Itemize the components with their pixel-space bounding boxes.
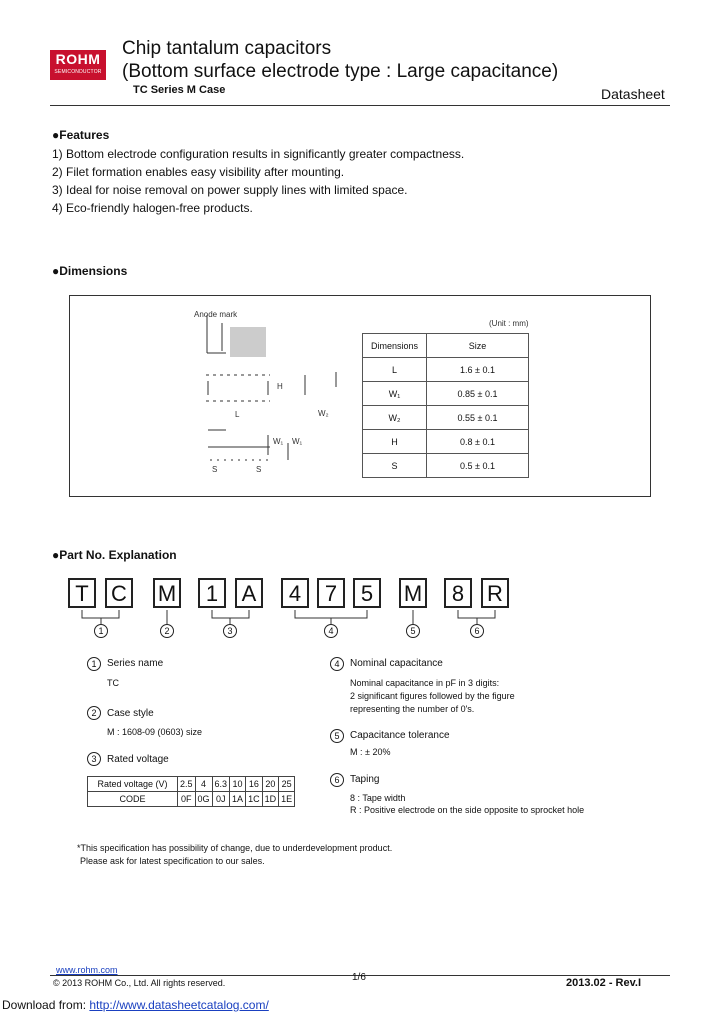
spec-note: *This specification has possibility of change, due to underdevelopment product. [77,843,393,853]
table-cell: H [363,430,427,454]
table-cell: W₂ [363,406,427,430]
cap-tolerance-value: M : ± 20% [350,747,391,757]
feature-item: 2) Filet formation enables easy visibility after mounting. [52,165,345,179]
item-number-circle: 6 [330,773,344,787]
table-row [363,454,529,478]
table-cell: S [363,454,427,478]
doc-type: Datasheet [601,86,665,102]
table-row [363,358,529,382]
part-char-box: M [153,578,181,608]
date-revision: 2013.02 - Rev.I [566,977,642,989]
series-subtitle: TC Series M Case [133,84,226,96]
download-prefix: Download from: [2,998,90,1012]
taping-value: 8 : Tape width [350,793,406,803]
item-number-circle: 4 [330,657,344,671]
item-number-circle: 1 [87,657,101,671]
table-cell: W₁ [363,382,427,406]
table-cell: L [363,358,427,382]
table-cell: 0.5 ± 0.1 [427,454,529,478]
dim-label-h: H [277,382,283,391]
logo-sub: SEMICONDUCTOR [54,69,102,75]
dim-label-w1b: W₁ [292,437,303,446]
part-char-box: A [235,578,263,608]
item-number-circle: 3 [87,752,101,766]
table-cell: Rated voltage (V) [88,777,178,792]
table-cell: 4 [195,777,212,792]
group-number-circle: 1 [94,624,108,638]
part-char-box: 7 [317,578,345,608]
table-cell: 1A [230,792,246,807]
dim-label-w1: W₁ [273,437,284,446]
feature-item: 3) Ideal for noise removal on power supply lines with limited space. [52,183,408,197]
title-line1: Chip tantalum capacitors [122,38,332,59]
spec-note: Please ask for latest specification to our sales. [80,856,265,866]
table-row [363,382,529,406]
table-cell: 16 [246,777,263,792]
taping-label: Taping [350,774,380,785]
dimensions-heading: ●Dimensions [52,264,128,278]
item-number-circle: 2 [87,706,101,720]
table-cell: 0G [195,792,212,807]
download-link[interactable]: http://www.datasheetcatalog.com/ [89,998,269,1012]
nominal-desc-line: Nominal capacitance in pF in 3 digits: [350,678,500,688]
features-heading: ●Features [52,128,110,142]
dimensions-box [69,295,651,497]
part-char-box: M [399,578,427,608]
table-row [88,777,295,792]
nominal-desc-line: 2 significant figures followed by the figure [350,691,515,701]
table-row [88,792,295,807]
dim-label-w2: W₂ [318,409,329,418]
part-char-box: 1 [198,578,226,608]
case-style-label: Case style [107,708,154,719]
header-divider [50,105,670,106]
table-cell: 1.6 ± 0.1 [427,358,529,382]
part-char-box: 8 [444,578,472,608]
series-name-label: Series name [107,658,164,669]
nominal-desc-line: representing the number of 0's. [350,704,475,714]
table-cell: 1C [246,792,263,807]
group-number-circle: 2 [160,624,174,638]
table-cell: 25 [279,777,295,792]
unit-label: (Unit : mm) [489,319,529,328]
rohm-logo [50,50,106,80]
group-brackets [60,608,520,638]
group-number-circle: 5 [406,624,420,638]
feature-item: 4) Eco-friendly halogen-free products. [52,201,253,215]
table-cell: 0.55 ± 0.1 [427,406,529,430]
part-char-box: C [105,578,133,608]
table-cell: 0J [212,792,230,807]
part-char-box: R [481,578,509,608]
title-line2: (Bottom surface electrode type : Large capacitance) [122,61,559,82]
group-number-circle: 3 [223,624,237,638]
table-header-row [363,334,529,358]
table-cell: 1D [262,792,279,807]
page-number: 1/6 [352,972,366,983]
dimension-drawing [200,315,350,485]
feature-item: 1) Bottom electrode configuration results in significantly greater compactness. [52,147,465,161]
table-cell: 2.5 [178,777,196,792]
nominal-capacitance-label: Nominal capacitance [350,658,443,669]
part-char-box: 4 [281,578,309,608]
table-cell: 6.3 [212,777,230,792]
rated-voltage-table [87,776,295,807]
table-header-cell: Dimensions [363,334,427,358]
part-char-box: T [68,578,96,608]
copyright: © 2013 ROHM Co., Ltd. All rights reserved. [53,978,226,988]
group-number-circle: 4 [324,624,338,638]
dim-label-s1: S [212,465,218,474]
rated-voltage-label: Rated voltage [107,754,169,765]
cap-tolerance-label: Capacitance tolerance [350,730,450,741]
item-number-circle: 5 [330,729,344,743]
table-cell: 0.8 ± 0.1 [427,430,529,454]
anode-mark-label: Anode mark [194,310,238,319]
part-char-box: 5 [353,578,381,608]
table-cell: CODE [88,792,178,807]
download-line [2,998,269,1012]
series-name-value: TC [107,678,119,688]
logo-main: ROHM [55,51,101,67]
table-header-cell: Size [427,334,529,358]
rohm-url-link[interactable]: www.rohm.com [56,965,118,975]
table-row [363,406,529,430]
taping-value: R : Positive electrode on the side opposite to sprocket hole [350,805,585,815]
table-cell: 10 [230,777,246,792]
table-row [363,430,529,454]
table-cell: 0.85 ± 0.1 [427,382,529,406]
case-style-value: M : 1608-09 (0603) size [107,727,203,737]
table-cell: 1E [279,792,295,807]
dim-label-l: L [235,410,240,419]
part-no-heading: ●Part No. Explanation [52,548,177,562]
dim-label-s2: S [256,465,262,474]
dimensions-table [362,333,529,478]
table-cell: 20 [262,777,279,792]
group-number-circle: 6 [470,624,484,638]
table-cell: 0F [178,792,196,807]
